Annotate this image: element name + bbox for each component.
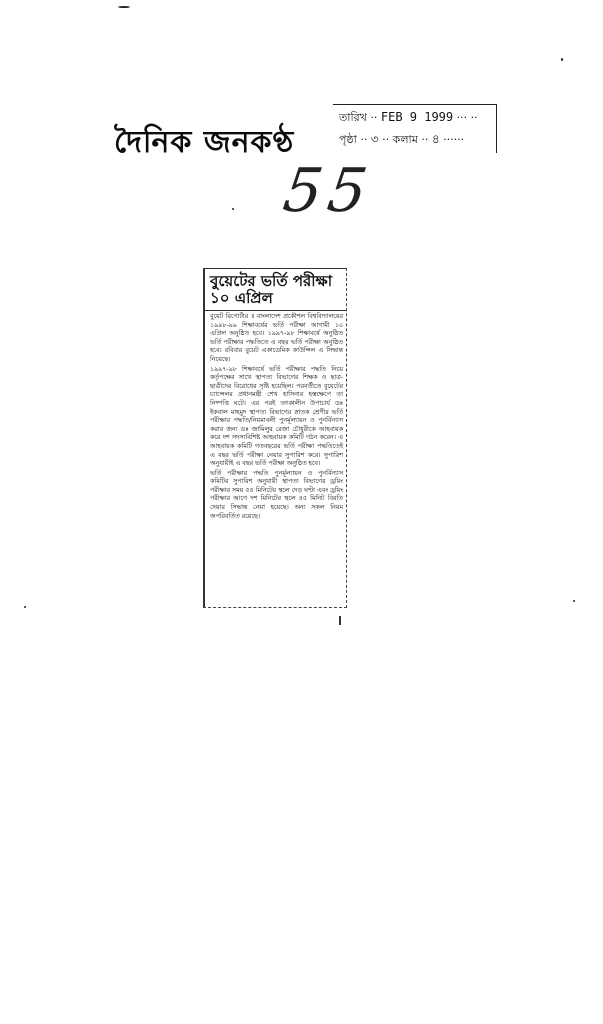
stamp-date-label: তারিখ: [339, 111, 367, 124]
newspaper-clipping: [203, 268, 347, 608]
handwritten-archive-number: 55: [279, 156, 378, 226]
stamp-page-label: পৃষ্ঠা: [339, 133, 357, 146]
scan-speck: [232, 208, 234, 210]
scan-speck: [24, 606, 26, 608]
stamp-date-row: তারিখ ·· FEB 9 1999 ··· ··: [339, 110, 478, 124]
scan-speck: [118, 6, 130, 8]
newspaper-masthead: দৈনিক জনকণ্ঠ: [114, 125, 295, 160]
stamp-column-value: ৪: [431, 132, 440, 146]
stamp-page-row: পৃষ্ঠা ·· ৩ ·· কলাম ·· ৪ ······: [339, 132, 465, 146]
stamp-page-value: ৩: [370, 132, 379, 146]
article-paragraph: ভর্তি পরীক্ষার পদ্ধতি পুনর্মূল্যায়ন ও পুনর্বিন্যাস কমিটির সুপারিশ অনুযায়ী স্থাপত্য বিভাগের ড্রয়িং পরীক্ষার সময় ৫৫ মিনিটের স্থলে দেড় ঘণ্টা এবং ড্রয়িং পরীক্ষার আগে দশ মিনিটের স্থলে ৪৫ মিনিট বিরতি দেয়ার সিদ্ধান্ত নেয়া হয়েছে। অন্য সকল নিয়ম অপরিবর্তিত রয়েছে।: [210, 469, 343, 520]
scan-mark: [339, 616, 341, 625]
article-paragraph: বুয়েট রিপোর্টার ॥ বাংলাদেশ প্রকৌশল বিশ্ববিদ্যালয়ের ১৯৯৮-৯৯ শিক্ষাবর্ষের ভর্তি পরীক্ষা আগামী ১০ এপ্রিল অনুষ্ঠিত হবে। ১৯৯৭-৯৮ শিক্ষাবর্ষে অনুষ্ঠিত ভর্তি পরীক্ষার পদ্ধতিতে এ বছর ভর্তি পরীক্ষা অনুষ্ঠিত হবে। রবিবার বুয়েট একাডেমিক কাউন্সিল এ সিদ্ধান্ত নিয়েছে।: [210, 313, 343, 363]
scan-speck: [573, 600, 575, 602]
scan-speck: [561, 58, 563, 61]
article-headline: বুয়েটের ভর্তি পরীক্ষা ১০ এপ্রিল: [205, 269, 346, 311]
article-paragraph: ১৯৯৭-৯৮ শিক্ষাবর্ষে ভর্তি পরীক্ষার পদ্ধতি নিয়ে কর্তৃপক্ষের সাথে স্থাপত্য বিভাগের শিক্ষক ও ছাত্র-ছাত্রীদের বিরোধের সৃষ্টি হয়েছিল। পরবর্তীতে বুয়েটের চ্যান্সেলর প্রধানমন্ত্রী শেখ হাসিনার হস্তক্ষেপে তা নিষ্পত্তি ঘটে। এর পরই তৎকালীন উপাচার্য ডঃ ইকবাল মাহমুদ স্থাপত্য বিভাগের স্নাতক শ্রেণীর ভর্তি পরীক্ষার পদ্ধতি/নিয়মাবলী পুনর্মূল্যায়ন ও পুনর্বিন্যাস করার জন্য ডঃ জামিলুর রেজা চৌধুরীকে আহবায়ক করে দশ সদস্যবিশিষ্ট আহবায়ক কমিটি গঠন করেন। এ আহবায়ক কমিটি গতবছরের ভর্তি পরীক্ষা পদ্ধতিতেই এ বছর ভর্তি পরীক্ষা নেয়ার সুপারিশ করে। সুপারিশ অনুযায়ীই এ বছর ভর্তি পরীক্ষা অনুষ্ঠিত হবে।: [210, 365, 343, 468]
stamp-column-label: কলাম: [392, 133, 418, 146]
article-body: [205, 311, 346, 521]
archive-stamp: [333, 104, 497, 153]
stamp-date-value: FEB 9 1999: [380, 110, 454, 124]
